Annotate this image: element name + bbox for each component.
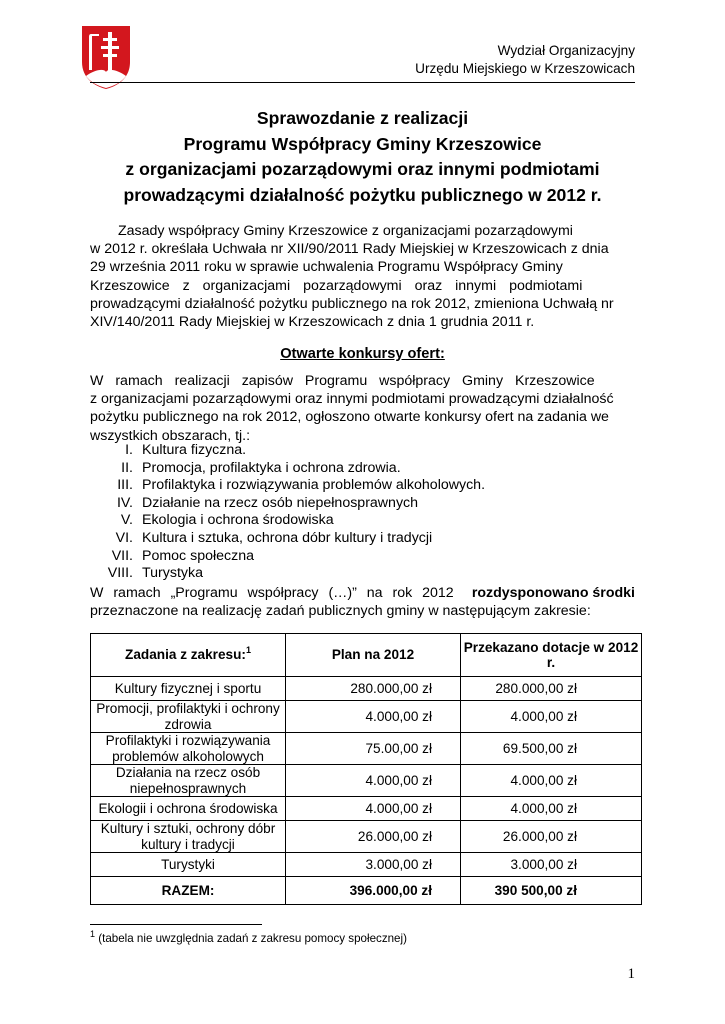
list-text: Kultura i sztuka, ochrona dóbr kultury i tradycji (142, 529, 433, 546)
intro-paragraph (90, 222, 635, 331)
contests-paragraph (90, 372, 635, 445)
list-text: Działanie na rzecz osób niepełnosprawnych (142, 494, 419, 511)
funds-text: W ramach „Programu współpracy (…)” na rok 2012 (90, 585, 454, 601)
task-line: Ekologii i ochrona środowiska (98, 800, 278, 816)
department-line-1: Wydział Organizacyjny (497, 43, 635, 58)
footnote (90, 929, 407, 945)
task-cell (91, 821, 286, 853)
plan-cell: 75.00,00 zł (286, 733, 461, 765)
task-line: Promocji, profilaktyki i ochrony (96, 701, 280, 716)
allocation-table (90, 633, 642, 905)
task-cell (91, 765, 286, 797)
table-row (91, 733, 642, 765)
footnote-mark: 1 (245, 645, 251, 656)
list-item (90, 460, 635, 478)
list-number: I. (125, 442, 133, 458)
footnote-rule (90, 924, 262, 925)
header-cell-granted: Przekazano dotacje w 2012 r. (461, 634, 642, 677)
task-line: zdrowia (164, 716, 212, 732)
table-row (91, 821, 642, 853)
list-number: VII. (111, 547, 133, 564)
list-text: Profilaktyka i rozwiązywania problemów alkoholowych. (142, 477, 486, 494)
table-row (91, 797, 642, 821)
task-line: problemów alkoholowych (112, 748, 264, 764)
list-item (90, 477, 635, 495)
list-item (90, 442, 635, 460)
header-rule (90, 82, 635, 83)
header-cell-plan: Plan na 2012 (286, 634, 461, 677)
task-line: Kultury i sztuki, ochrony dóbr (100, 821, 276, 836)
task-cell (91, 733, 286, 765)
list-item (90, 495, 635, 513)
list-text: Ekologia i ochrona środowiska (142, 512, 334, 529)
department-line-2: Urzędu Miejskiego w Krzeszowicach (415, 61, 635, 76)
list-number: II. (121, 459, 133, 476)
funds-paragraph (90, 584, 635, 620)
task-cell (91, 677, 286, 701)
plan-cell: 4.000,00 zł (286, 797, 461, 821)
header-task-label: Zadania z zakresu: (125, 647, 246, 663)
intro-line: 29 września 2011 roku w sprawie uchwalenia Programu Współpracy Gminy (90, 259, 563, 276)
contests-line: wszystkich obszarach, tj.: (90, 427, 251, 444)
table-total-row (91, 877, 642, 905)
footnote-number: 1 (90, 929, 96, 939)
document-title (60, 106, 665, 208)
list-text: Kultura fizyczna. (142, 442, 247, 458)
areas-list (90, 442, 635, 583)
task-cell (91, 701, 286, 733)
header-cell-task (91, 634, 286, 677)
contests-line: W ramach realizacji zapisów Programu współpracy Gminy Krzeszowice (90, 373, 595, 389)
contests-line: z organizacjami pozarządowymi oraz innymi podmiotami prowadzącymi działalność (90, 391, 614, 408)
title-line: prowadzącymi działalność pożytku publicznego w 2012 r. (123, 184, 602, 205)
title-line: z organizacjami pozarządowymi oraz innymi podmiotami (125, 159, 600, 179)
funds-line: przeznaczone na realizację zadań publicznych gminy w następującym zakresie: (90, 603, 591, 620)
list-item (90, 548, 635, 566)
crest-logo (78, 24, 134, 90)
intro-line: XIV/140/2011 Rady Miejskiej w Krzeszowicach z dnia 1 grudnia 2011 r. (90, 314, 535, 331)
list-item (90, 565, 635, 583)
granted-cell: 4.000,00 zł (461, 765, 642, 797)
table-row (91, 677, 642, 701)
total-plan-cell: 396.000,00 zł (286, 877, 461, 905)
intro-line: prowadzącymi działalność pożytku publicznego na rok 2012, zmieniona Uchwałą nr (90, 295, 614, 312)
task-line: Kultury fizycznej i sportu (114, 680, 262, 696)
section-heading: Otwarte konkursy ofert: (280, 346, 445, 362)
plan-cell: 4.000,00 zł (286, 765, 461, 797)
task-line: niepełnosprawnych (129, 780, 247, 796)
plan-cell: 26.000,00 zł (286, 821, 461, 853)
list-number: VI. (115, 529, 133, 546)
footnote-text: (tabela nie uwzględnia zadań z zakresu pomocy społecznej) (98, 932, 407, 945)
task-line: Profilaktyki i rozwiązywania (105, 733, 271, 748)
table-row (91, 853, 642, 877)
list-text: Pomoc społeczna (142, 547, 254, 564)
list-number: V. (120, 512, 133, 529)
task-cell (91, 797, 286, 821)
contests-line: pożytku publicznego na rok 2012, ogłoszono otwarte konkursy ofert na zadania we (90, 409, 609, 426)
list-item (90, 530, 635, 548)
list-item (90, 512, 635, 530)
list-number: III. (117, 477, 133, 494)
funds-bold-text: rozdysponowano środki (471, 585, 635, 601)
task-line: kultury i tradycji (141, 836, 235, 852)
granted-cell: 280.000,00 zł (461, 677, 642, 701)
intro-line: Krzeszowice z organizacjami pozarządowymi oraz innymi podmiotami (90, 277, 583, 294)
funds-line (90, 584, 635, 602)
plan-cell: 3.000,00 zł (286, 853, 461, 877)
task-line: Turystyki (161, 856, 215, 872)
table-row (91, 765, 642, 797)
plan-cell: 280.000,00 zł (286, 677, 461, 701)
granted-cell: 69.500,00 zł (461, 733, 642, 765)
granted-cell: 26.000,00 zł (461, 821, 642, 853)
intro-line: Zasady współpracy Gminy Krzeszowice z organizacjami pozarządowymi (118, 223, 573, 239)
granted-cell: 3.000,00 zł (461, 853, 642, 877)
list-number: VIII. (107, 565, 133, 582)
intro-line: w 2012 r. określała Uchwała nr XII/90/2011 Rady Miejskiej w Krzeszowicach z dnia (90, 241, 609, 258)
granted-cell: 4.000,00 zł (461, 701, 642, 733)
table-row (91, 701, 642, 733)
title-line: Sprawozdanie z realizacji (256, 108, 469, 128)
list-number: IV. (116, 494, 133, 511)
total-granted-cell: 390 500,00 zł (461, 877, 642, 905)
list-text: Turystyka (142, 565, 203, 582)
plan-cell: 4.000,00 zł (286, 701, 461, 733)
total-label-cell: RAZEM: (91, 877, 286, 905)
title-line: Programu Współpracy Gminy Krzeszowice (183, 133, 542, 154)
department-header (415, 42, 635, 78)
list-text: Promocja, profilaktyka i ochrona zdrowia. (142, 459, 401, 476)
task-cell (91, 853, 286, 877)
task-line: Działania na rzecz osób (115, 765, 261, 780)
page-number: 1 (627, 966, 635, 982)
granted-cell: 4.000,00 zł (461, 797, 642, 821)
table-header-row (91, 634, 642, 677)
